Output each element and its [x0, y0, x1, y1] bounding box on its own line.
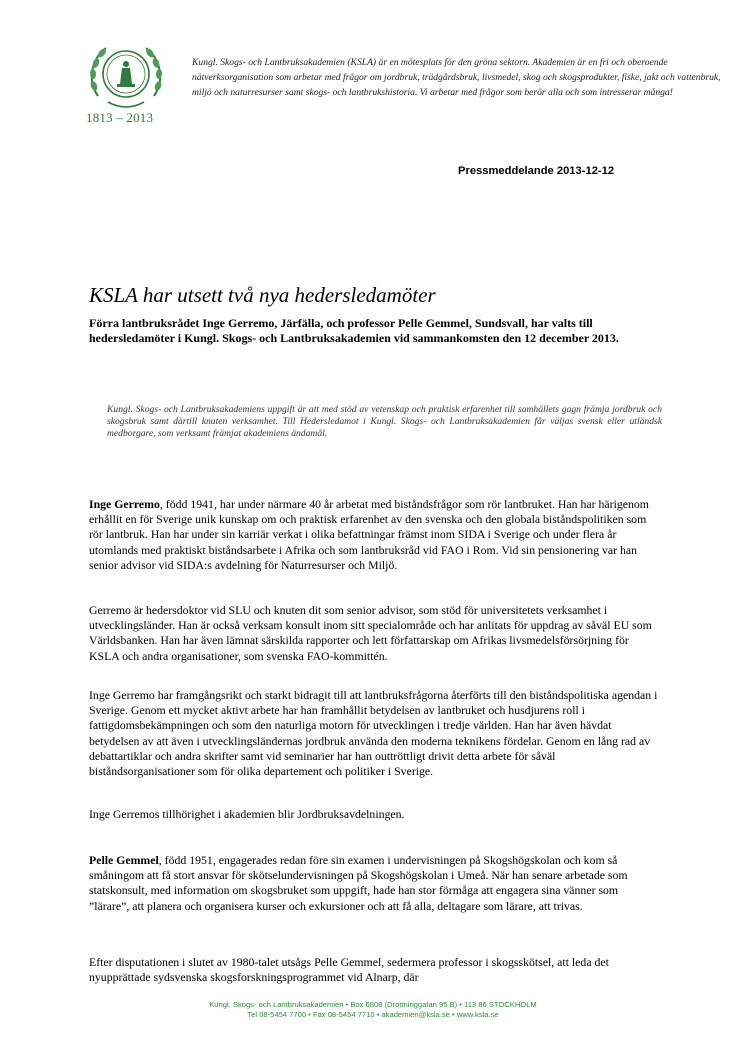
- paragraph-text: , född 1941, har under närmare 40 år arbetat med biståndsfrågor som rör lantbruket. Han har härigenom erhållit en för Sverige unik kunskap om och praktisk erfarenhet av den svenska och den globala biståndspolitiken som rör lantbruk. Han har under sin karriär verkat i olika befattningar främst inom SIDA i Sverige och under flera år utomlands med praktiskt biståndsarbete i Afrika och som lantbruksråd vid FAO i Rom. Vid sin pensionering var han senior advisor vid SIDA:s avdelning för Naturresurser och Miljö.: [89, 497, 649, 572]
- academy-intro: Kungl. Skogs- och Lantbruksakademien (KSLA) är en mötesplats för den gröna sektorn. Akademien är en fri och oberoende nätverksorganisation som arbetar med frågor om jordbruk, trädgårdsbruk, livsmedel, skog och skogsprodukter, fiske, jakt och vattenbruk, miljö och naturresurser samt skogs- och lantbrukshistoria. Vi arbetar med frågor som berör alla och som intresserar många!: [192, 57, 721, 99]
- paragraph-gemmel-intro: [89, 853, 659, 914]
- footer-contact: [0, 1000, 746, 1021]
- press-release-date: Pressmeddelande 2013-12-12: [458, 165, 615, 177]
- lead-paragraph: Förra lantbruksrådet Inge Gerremo, Järfälla, och professor Pelle Gemmel, Sundsvall, har valts till hedersledamöter i Kungl. Skogs- och Lantbruksakademien vid sammankomsten den 12 december 2013.: [89, 316, 619, 345]
- paragraph-text: Efter disputationen i slutet av 1980-talet utsågs Pelle Gemmel, sedermera professor i skogsskötsel, att leda det nyupprättade sydsvenska skogsforskningsprogrammet vid Alnarp, där: [89, 955, 609, 985]
- paragraph-gerremo-advisor: [89, 603, 659, 664]
- paragraph-text: Gerremo är hedersdoktor vid SLU och knuten dit som senior advisor, som stöd för universitetets verksamhet i utvecklingsländer. Han är också verksam konsult inom sitt specialområde och har anlitats för uppdrag av såväl EU som Världsbanken. Han har även lämnat särskilda rapporter och lett författarskap om Afrikas livsmedelsförsörjning för KSLA och andra organisationer, som svenska FAO-kommittén.: [89, 603, 652, 663]
- paragraph-text: , född 1951, engagerades redan före sin examen i undervisningen på Skogshögskolan och kom så småningom att få stort ansvar för skötselundervisningen på Skogshögskolan i Umeå. När han senare arbetade som statskonsult, med information om skogsbruket som uppgift, hade han stor förmåga att engagera sina vänner som ”lärare”, att planera och organisera kurser och exkursioner och att få alla, deltagare som lärare, att trivas.: [89, 853, 628, 913]
- footer-phone-email: Tel 08-5454 7700 • Fax 08-5454 7710 • akademien@ksla.se • www.ksla.se: [247, 1010, 499, 1020]
- paragraph-gerremo-intro: [89, 497, 659, 573]
- paragraph-gerremo-contribution: [89, 688, 659, 779]
- ksla-seal-icon: [84, 36, 168, 120]
- paragraph-text: Inge Gerremos tillhörighet i akademien blir Jordbruksavdelningen.: [89, 807, 405, 821]
- anniversary-years: 1813 – 2013: [86, 110, 154, 125]
- page-title: KSLA har utsett två nya hedersledamöter: [89, 283, 436, 307]
- footer-address: Kungl. Skogs- och Lantbruksakademien • Box 6808 (Drottninggatan 95 B) • 113 86 STOCKHOLM: [209, 1000, 537, 1009]
- paragraph-gemmel-career: [89, 955, 659, 985]
- academy-mission-quote: Kungl. Skogs- och Lantbruksakademiens uppgift är att med stöd av vetenskap och praktisk erfarenhet till samhällets gagn främja jordbruk och skogsbruk samt därtill knuten verksamhet. Till Hedersledamot i Kungl. Skogs- och Lantbruksakademien får väljas svensk eller utländsk medborgare, som verksamt främjat akademiens ändamål.: [107, 404, 662, 440]
- person-name: Inge Gerremo: [89, 497, 160, 511]
- paragraph-text: Inge Gerremo har framgångsrikt och starkt bidragit till att lantbruksfrågorna återförts till den biståndspolitiska agendan i Sverige. Genom ett mycket aktivt arbete har han framhållit betydelsen av lantbruket och husdjurens roll i fattigdomsbekämpningen och som den naturliga motorn för utvecklingen i tredje världen. Han har även hävdat betydelsen av att även i utvecklingsländernas jordbruk använda den moderna teknikens fördelar. Genom en lång rad av debattartiklar och andra skrifter samt vid seminarier har han outtröttligt drivit detta arbete för såväl biståndsorganisationer som för olika departement och politiker i Sverige.: [89, 688, 658, 779]
- person-name: Pelle Gemmel: [89, 853, 159, 867]
- paragraph-gerremo-department: [89, 807, 659, 822]
